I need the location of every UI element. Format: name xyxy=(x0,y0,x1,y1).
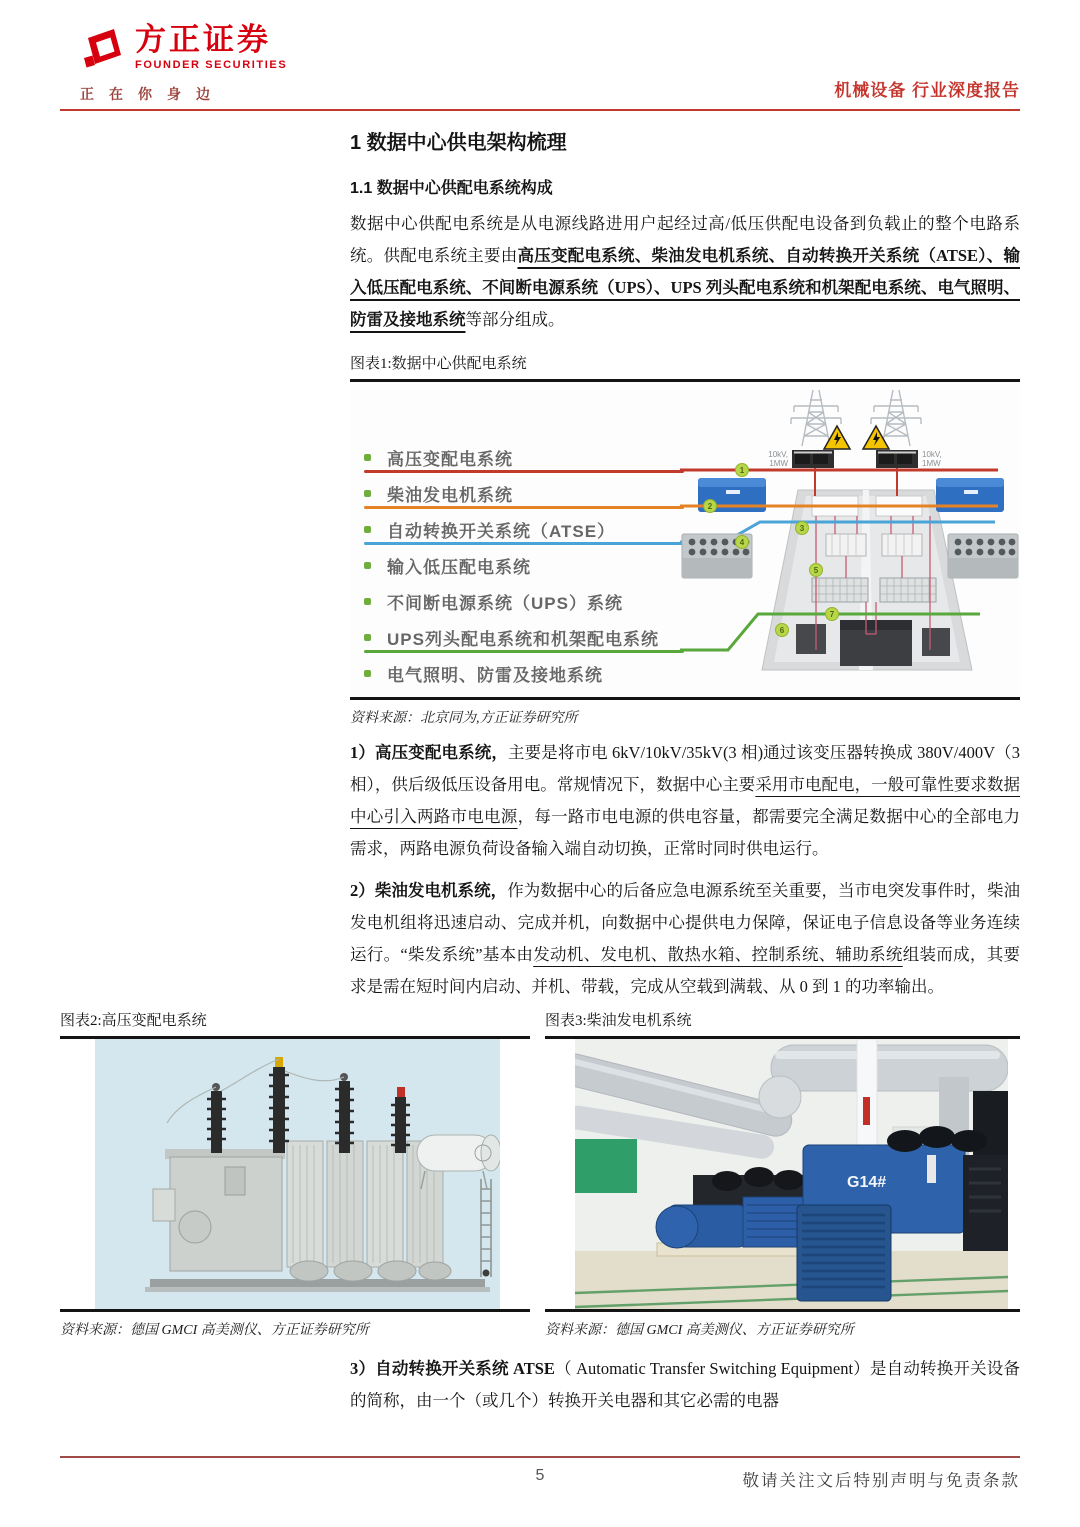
report-type-label: 机械设备 行业深度报告 xyxy=(834,81,1020,100)
founder-logo-icon xyxy=(80,24,126,75)
figure1-caption: 图表1:数据中心供配电系统 xyxy=(350,352,1020,382)
list-item: 自动转换开关系统（ATSE） xyxy=(364,511,659,547)
brand-logo xyxy=(80,24,287,104)
figure3-source: 资料来源：德国 GMCI 高美测仪、方正证券研究所 xyxy=(545,1309,1020,1339)
subsection-title: 1.1 数据中心供配电系统构成 xyxy=(350,180,553,197)
figure1-source: 资料来源：北京同为,方正证券研究所 xyxy=(350,697,1020,727)
brand-name-cn: 方正证券 xyxy=(135,22,271,57)
list-item: UPS列头配电系统和机架配电系统 xyxy=(364,619,659,655)
paragraph-1: 1）高压变配电系统，主要是将市电 6kV/10kV/35kV(3 相)通过该变压器转换成 380V/400V（3 相），供后级低压设备用电。常规情况下，数据中心主要采用市电配电，一般可靠性要求数据中心引入两路市电电源，每一路市电电源的供电容量，都需要完全满足数据中心的全部电力需求，两路电源负荷设备输入端自动切换，正常时同时供电运行。 xyxy=(350,743,1021,858)
list-item: 电气照明、防雷及接地系统 xyxy=(364,655,659,691)
bullet-icon xyxy=(364,634,371,641)
paragraph-3: 3）自动转换开关系统 ATSE（ Automatic Transfer Switching Equipment）是自动转换开关设备的简称，由一个（或几个）转换开关电器和其它必需的电器 xyxy=(350,1359,1020,1410)
bullet-icon xyxy=(364,562,371,569)
page-content xyxy=(60,112,1020,1417)
list-item: 输入低压配电系统 xyxy=(364,547,659,583)
footer-disclaimer: 敬请关注文后特别声明与免责条款 xyxy=(742,1472,1020,1490)
brand-name-en: FOUNDER SECURITIES xyxy=(135,58,288,71)
brand-slogan: 正在你身边 xyxy=(80,86,225,102)
figure2-source: 资料来源：德国 GMCI 高美测仪、方正证券研究所 xyxy=(60,1309,530,1339)
bullet-icon xyxy=(364,598,371,605)
bullet-icon xyxy=(364,454,371,461)
figure3 xyxy=(545,1009,1020,1339)
page-footer xyxy=(60,1456,1020,1491)
bullet-icon xyxy=(364,526,371,533)
figure-row xyxy=(60,1009,1020,1339)
list-item: 不间断电源系统（UPS）系统 xyxy=(364,583,659,619)
svg-text:2: 2 xyxy=(707,502,713,511)
feed-label xyxy=(768,450,788,468)
figure3-photo xyxy=(575,1039,1008,1309)
diesel-generator-photo-illustration xyxy=(575,1039,1008,1309)
page-number: 5 xyxy=(535,1467,545,1484)
svg-text:10kV,: 10kV, xyxy=(922,450,942,459)
figure2-caption: 图表2:高压变配电系统 xyxy=(60,1009,530,1039)
figure1-legend-list xyxy=(364,439,659,691)
svg-text:5: 5 xyxy=(813,566,819,575)
page-header xyxy=(60,0,1020,111)
section-title: 1 数据中心供电架构梳理 xyxy=(350,132,567,154)
intro-paragraph: 数据中心供配电系统是从电源线路进用户起经过高/低压供配电设备到负载止的整个电路系统。供配电系统主要由高压变配电系统、柴油发电机系统、自动转换开关系统（ATSE）、输入低压配电系统、不间断电源系统（UPS）、UPS 列头配电系统和机架配电系统、电气照明、防雷及接地系统等部分组成。 xyxy=(350,214,1020,329)
svg-text:3: 3 xyxy=(799,524,805,533)
datacenter-power-illustration xyxy=(680,382,1020,697)
feed-label xyxy=(922,450,942,468)
list-item: 柴油发电机系统 xyxy=(364,475,659,511)
paragraph-2: 2）柴油发电机系统，作为数据中心的后备应急电源系统至关重要，当市电突发事件时，柴油发电机组将迅速启动、完成并机，向数据中心提供电力保障，保证电子信息设备等业务连续运行。“柴发系统”基本由发动机、发电机、散热水箱、控制系统、辅助系统组装而成，其要求是需在短时间内启动、并机、带载，完成从空载到满载、从 0 到 1 的功率输出。 xyxy=(350,881,1020,996)
figure3-caption: 图表3:柴油发电机系统 xyxy=(545,1009,1020,1039)
svg-text:1: 1 xyxy=(739,466,745,475)
list-item: 高压变配电系统 xyxy=(364,439,659,475)
transformer-photo-illustration xyxy=(95,1039,500,1309)
figure2-photo xyxy=(95,1039,500,1309)
intake-transformer xyxy=(792,450,834,468)
svg-text:4: 4 xyxy=(739,538,745,547)
svg-text:1MW: 1MW xyxy=(769,459,788,468)
svg-text:1MW: 1MW xyxy=(922,459,941,468)
figure1-diagram xyxy=(350,382,1020,697)
svg-text:10kV,: 10kV, xyxy=(768,450,788,459)
svg-text:7: 7 xyxy=(829,610,835,619)
datacenter-hall xyxy=(762,490,972,670)
generator-id-label: G14# xyxy=(847,1174,887,1191)
figure2 xyxy=(60,1009,530,1339)
svg-text:6: 6 xyxy=(779,626,785,635)
cooling-unit xyxy=(948,534,1018,578)
bullet-icon xyxy=(364,490,371,497)
bullet-icon xyxy=(364,670,371,677)
intake-transformer xyxy=(876,450,918,468)
